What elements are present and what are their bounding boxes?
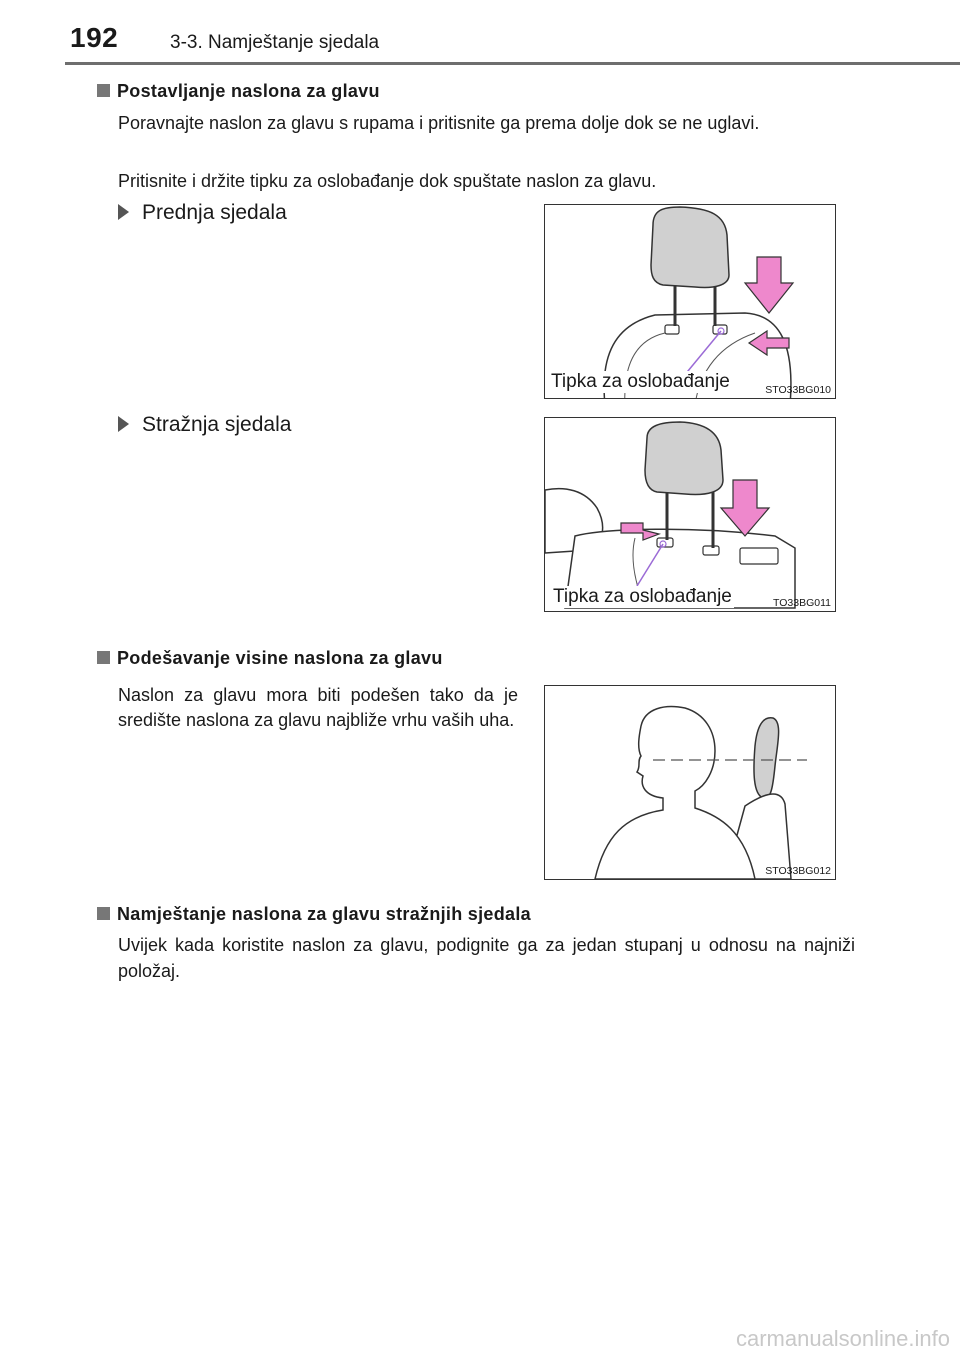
front-seat-illustration [545,205,835,398]
rear-seat-illustration [545,418,835,611]
square-bullet-icon [97,907,110,920]
release-button-label: Tipka za oslobađanje [551,371,730,392]
subheading-text: Stražnja sjedala [142,413,292,436]
page-number: 192 [70,22,119,53]
subheading-rear-seats [118,413,291,437]
section-heading-height [97,648,443,669]
head-position-illustration [545,686,835,879]
section-heading-installing [97,81,380,102]
section-heading-text: Namještanje naslona za glavu stražnjih sjedala [117,904,531,924]
square-bullet-icon [97,84,110,97]
header-rule [65,62,960,65]
triangle-bullet-icon [118,204,129,220]
paragraph-rear-adjust: Uvijek kada koristite naslon za glavu, podignite ga za jedan stupanj u odnosu na najniži položaj. [118,935,855,981]
figure-headrest-height [544,685,836,880]
figure-front-seat-headrest [544,204,836,399]
section-title: 3-3. Namještanje sjedala [170,32,380,53]
section-heading-rear-adjust [97,904,531,925]
figure-code: STO33BG012 [765,865,831,877]
section-heading-text: Podešavanje visine naslona za glavu [117,648,443,668]
subheading-text: Prednja sjedala [142,201,287,224]
section-heading-text: Postavljanje naslona za glavu [117,81,380,101]
page-header [0,0,960,64]
figure-code: STO33BG010 [765,384,831,396]
release-button-label: Tipka za oslobađanje [553,586,732,607]
paragraph-align: Poravnajte naslon za glavu s rupama i pritisnite ga prema dolje dok se ne uglavi. [118,113,760,133]
figure-code: TO33BG011 [773,597,831,609]
triangle-bullet-icon [118,416,129,432]
paragraph-release: Pritisnite i držite tipku za oslobađanje dok spuštate naslon za glavu. [118,171,657,191]
square-bullet-icon [97,651,110,664]
subheading-front-seats [118,201,287,225]
figure-rear-seat-headrest [544,417,836,612]
watermark: carmanualsonline.info [735,1326,950,1351]
paragraph-height: Naslon za glavu mora biti podešen tako da je središte naslona za glavu najbliže vrhu vaših uha. [118,685,518,730]
